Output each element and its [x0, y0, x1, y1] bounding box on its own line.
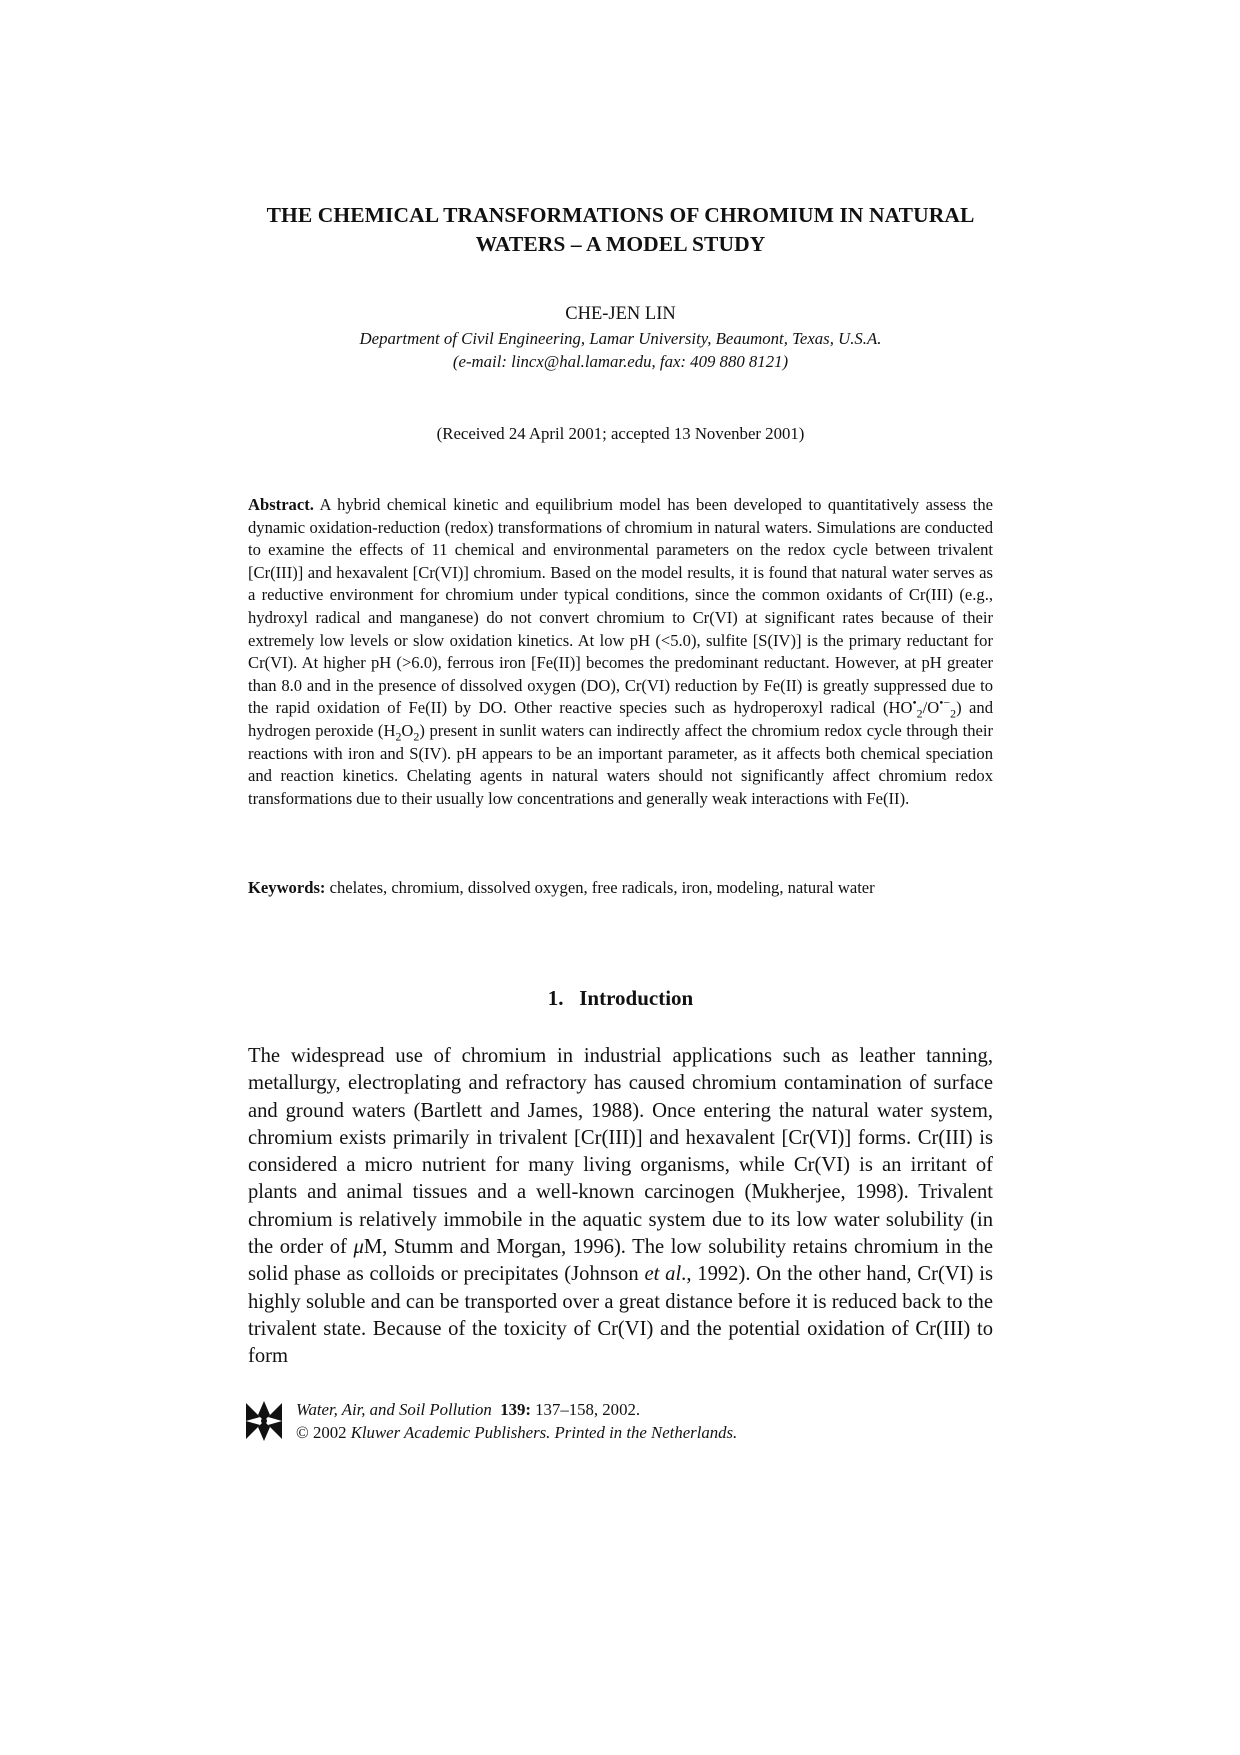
section-heading-introduction: 1. Introduction — [547, 986, 694, 1010]
affiliation-line-2: (e-mail: lincx@hal.lamar.edu, fax: 409 880 8121) — [452, 352, 789, 371]
author-name: CHE-JEN LIN — [565, 304, 676, 324]
abstract-text-a: A hybrid chemical kinetic and equilibrium model has been developed to quantitatively assess the dynamic oxidation-reduction (redox) transformations of chromium in natural waters. Simulations are conducted to examine the effects of 11 chemical and environmental parameters on the redox cycle between trivalent [Cr(III)] and hexavalent [Cr(VI)] chromium. Based on the model results, it is found that natural water serves as a reductive environment for chromium under typical conditions, since the common oxidants of Cr(III) (e.g., hydroxyl radical and manganese) do not convert chromium to Cr(VI) at significant rates because of their extremely low levels or slow oxidation kinetics. At low pH (<5.0), sulfite [S(IV)] is the primary reductant for Cr(VI). At higher pH (>6.0), ferrous iron [Fe(II)] becomes the predominant reductant. However, at pH greater than 8.0 and in the presence of dissolved oxygen (DO), Cr(VI) reduction by Fe(II) is greatly suppressed due to the rapid oxidation of Fe(II) by DO. Other reactive species such as hydroperoxyl radical (HO — [248, 495, 993, 718]
keywords — [248, 877, 993, 900]
keywords-text: chelates, chromium, dissolved oxygen, free radicals, iron, modeling, natural water — [325, 878, 875, 897]
ho2-radical-sup: • — [912, 695, 917, 710]
introduction-paragraph — [248, 1043, 993, 1371]
journal-volume: 139: — [500, 1400, 531, 1419]
abstract — [248, 494, 993, 810]
abstract-label: Abstract. — [248, 495, 314, 514]
mu-symbol: μ — [353, 1236, 364, 1259]
copyright-line — [296, 1422, 737, 1445]
superoxide-sub: 2 — [950, 706, 957, 721]
h2o2-o: O — [401, 720, 414, 740]
h2o2-sub-1: 2 — [395, 729, 402, 744]
journal-pages: 137–158, 2002. — [530, 1400, 641, 1419]
abstract-text-c: ) present in sunlit waters can indirectly affect the chromium redox cycle through their reactions with iron and S(IV). pH appears to be an important parameter, as it affects both chemical speciation and reaction kinetics. Chelating agents in natural waters should not significantly affect chromium redox transformations due to their usually low concentrations and generally weak interactions with Fe(II). — [248, 720, 993, 808]
title-line-1: THE CHEMICAL TRANSFORMATIONS OF CHROMIUM IN NATURAL — [266, 203, 975, 227]
copyright-year: © 2002 — [296, 1422, 351, 1442]
intro-text-3: ., 1992). On the other hand, Cr(VI) is highly soluble and can be transported over a great distance before it is reduced back to the trivalent state. Because of the toxicity of Cr(VI) and the potential oxidation of Cr(III) to form — [248, 1263, 993, 1368]
abstract-text-b: ) and hydrogen peroxide (H — [248, 698, 993, 740]
et-al: et al — [644, 1263, 682, 1286]
title-line-2: WATERS – A MODEL STUDY — [475, 232, 766, 256]
received-dates: (Received 24 April 2001; accepted 13 Novenber 2001) — [436, 424, 805, 443]
superoxide-sup: •− — [939, 695, 951, 710]
citation-line — [296, 1399, 737, 1422]
publication-footer — [296, 1399, 737, 1444]
journal-name: Water, Air, and Soil Pollution — [296, 1400, 492, 1419]
keywords-label: Keywords: — [248, 878, 326, 897]
intro-text-2: M, Stumm and Morgan, 1996). The low solubility retains chromium in the solid phase as colloids or precipitates (Johnson — [248, 1236, 993, 1286]
affiliation-line-1: Department of Civil Engineering, Lamar University, Beaumont, Texas, U.S.A. — [359, 329, 882, 348]
author-affiliation — [248, 327, 993, 373]
ho2-sub: 2 — [916, 706, 923, 721]
superoxide-o: /O — [922, 698, 940, 718]
intro-text-1: The widespread use of chromium in industrial applications such as leather tanning, metallurgy, electroplating and refractory has caused chromium contamination of surface and ground waters (Bartlett and James, 1988). Once entering the natural water system, chromium exists primarily in trivalent [Cr(III)] and hexavalent [Cr(VI)] forms. Cr(III) is considered a micro nutrient for many living organisms, while Cr(VI) is an irritant of plants and animal tissues and a well-known carcinogen (Mukherjee, 1998). Trivalent chromium is relatively immobile in the aquatic system due to its low water solubility (in the order of — [248, 1045, 993, 1259]
kluwer-logo-icon — [246, 1399, 282, 1443]
paper-title — [248, 201, 993, 259]
publisher-name: Kluwer Academic Publishers. Printed in the Netherlands. — [350, 1422, 738, 1442]
h2o2-sub-2: 2 — [413, 729, 420, 744]
